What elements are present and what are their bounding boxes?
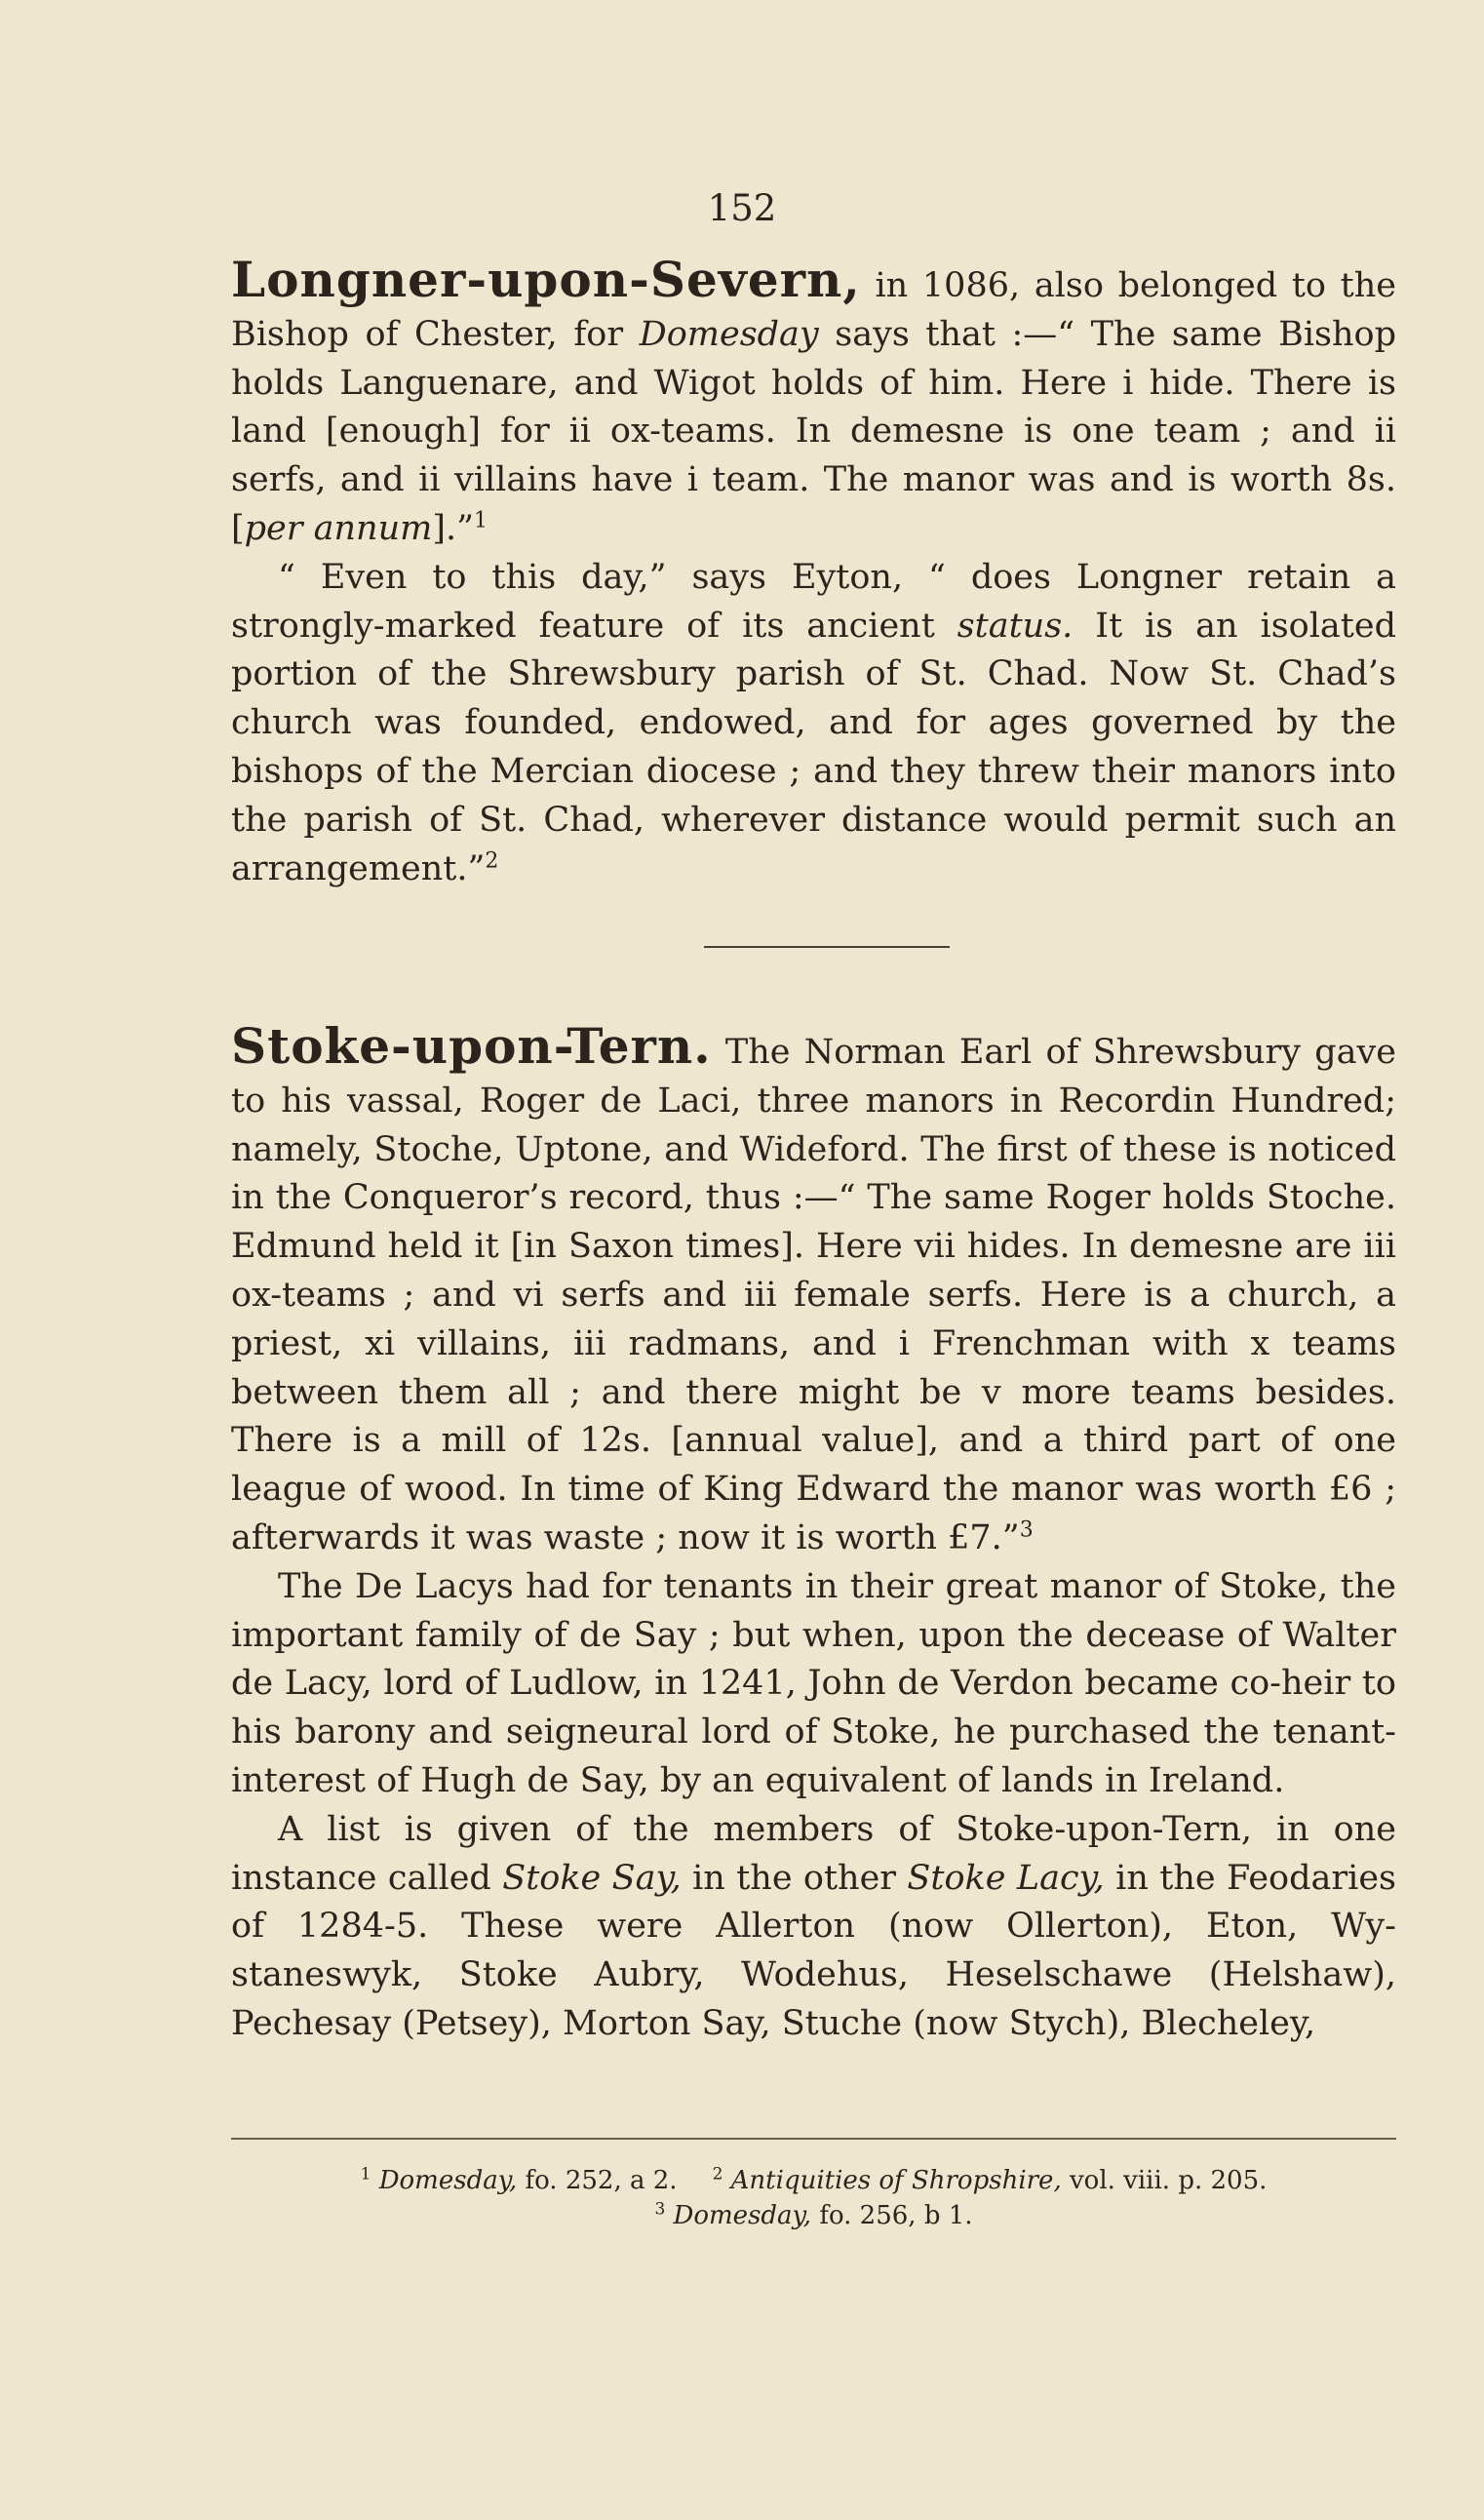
text-run: ].”	[432, 508, 474, 548]
footnote-number: 1	[360, 2164, 371, 2185]
footnote-text: fo. 252, a 2.	[517, 2166, 678, 2195]
italic-run: Domesday	[639, 314, 819, 354]
text-run: in the other	[681, 1858, 908, 1898]
italic-run: per annum	[244, 508, 433, 548]
italic-run: Stoke Say,	[502, 1858, 682, 1898]
section-divider	[704, 946, 950, 948]
longner-heading: Longner-upon-Severn,	[231, 251, 861, 308]
footnote-number: 3	[654, 2199, 666, 2220]
footnote-source: Antiquities of Shropshire,	[730, 2166, 1062, 2195]
longner-paragraph-1	[231, 251, 1396, 554]
text-run: A list is given of the members of Stoke-upon-Tern, in one instance called	[231, 1809, 1396, 1898]
text-run: “ Even to this day,” says Eyton, “ does Longner retain a strongly-marked feature of its ancient	[231, 557, 1396, 646]
stoke-paragraph-2: The De Lacys had for tenants in their great manor of Stoke, the important family of de Say ; but when, upon the decease of Walter de Lacy, lord of Ludlow, in 1241, John de Verdon became co-heir to his barony and seigneural lord of Stoke, he purchased the tenant-interest of Hugh de Say, by an equivalent of lands in Ireland.	[231, 1566, 1396, 1800]
text-run: It is an isolated portion of the Shrewsbury parish of St. Chad. Now St. Chad’s church was founded, endowed, and for ages governed by the bishops of the Mercian diocese ; and they threw their manors into the parish of St. Chad, wherever distance would permit such an arrangement.”	[231, 606, 1396, 888]
italic-run: status.	[957, 606, 1074, 646]
page-number: 152	[707, 187, 777, 229]
footnote-line-2	[231, 2198, 1396, 2233]
footnote-1	[361, 2166, 678, 2195]
text-run: in 1086, also belonged to the Bishop of Chester, for	[231, 266, 1396, 354]
footnotes	[231, 2163, 1396, 2233]
stoke-heading: Stoke-upon-Tern.	[231, 1017, 712, 1075]
text-run: says that :—“ The same Bishop holds Languenare, and Wigot holds of him. Here i hide. There is land [enough] for ii ox-teams. In demesne is one team ; and ii serfs, and ii villains have i team. The manor was and is worth 8s. [	[231, 314, 1396, 548]
footnote-rule	[231, 2138, 1396, 2140]
footnote-ref-1: 1	[474, 508, 488, 533]
text-run: in the Feodaries of 1284-5. These were Allerton (now Ollerton), Eton, Wy-staneswyk, Stoke Aubry, Wodehus, Heselschawe (Helshaw), Pechesay (Petsey), Morton Say, Stuche (now Stych), Blecheley,	[231, 1858, 1396, 2043]
footnote-ref-2: 2	[485, 847, 499, 873]
footnote-number: 2	[712, 2164, 723, 2185]
footnote-text: vol. viii. p. 205.	[1061, 2166, 1268, 2195]
section-stoke	[231, 1017, 1396, 2049]
text-run: The Norman Earl of Shrewsbury gave to his vassal, Roger de Laci, three manors in Recordin Hundred; namely, Stoche, Uptone, and Wideford. The first of these is noticed in the Conqueror’s record, thus :—“ The same Roger holds Stoche. Edmund held it [in Saxon times]. Here vii hides. In demesne are iii ox-teams ; and vi serfs and iii female serfs. Here is a church, a priest, xi villains, iii radmans, and i Frenchman with x teams between them all ; and there might be v more teams besides. There is a mill of 12s. [annual value], and a third part of one league of wood. In time of King Edward the manor was worth £6 ; afterwards it was waste ; now it is worth £7.”	[231, 1033, 1396, 1557]
footnote-source: Domesday,	[673, 2201, 812, 2230]
stoke-paragraph-3	[231, 1806, 1396, 2049]
italic-run: Stoke Lacy,	[907, 1858, 1105, 1898]
stoke-paragraph-1	[231, 1017, 1396, 1563]
footnote-source: Domesday,	[378, 2166, 518, 2195]
footnote-text: fo. 256, b 1.	[811, 2201, 973, 2230]
footnote-line-1	[231, 2163, 1396, 2198]
section-longner	[231, 251, 1396, 893]
footnote-ref-3: 3	[1019, 1517, 1034, 1543]
longner-paragraph-2	[231, 554, 1396, 894]
footnote-3	[654, 2201, 972, 2230]
footnote-2	[713, 2166, 1268, 2195]
